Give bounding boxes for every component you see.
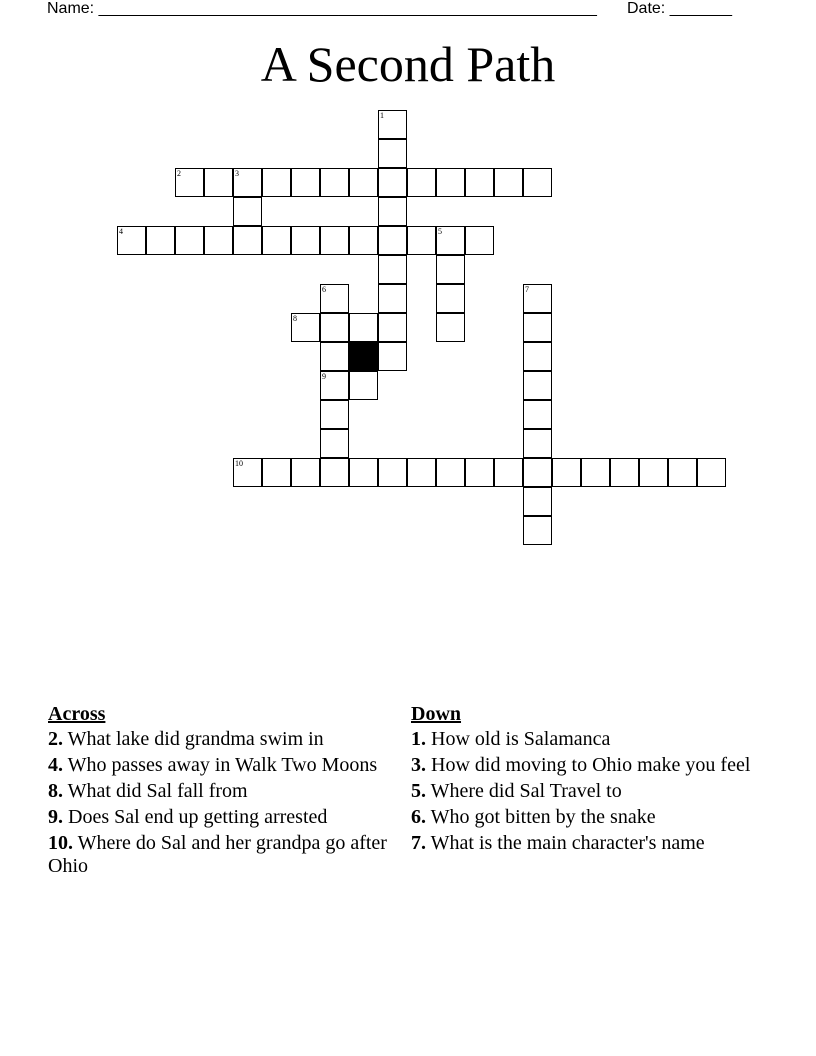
grid-cell[interactable] xyxy=(407,168,436,197)
grid-cell[interactable] xyxy=(581,458,610,487)
grid-cell[interactable] xyxy=(378,255,407,284)
down-clue xyxy=(411,728,751,751)
grid-cell[interactable] xyxy=(349,168,378,197)
grid-cell[interactable] xyxy=(320,400,349,429)
grid-cell[interactable] xyxy=(320,371,349,400)
grid-cell[interactable] xyxy=(262,226,291,255)
grid-cell[interactable] xyxy=(378,313,407,342)
grid-cell[interactable] xyxy=(639,458,668,487)
across-clues xyxy=(48,703,388,881)
grid-cell[interactable] xyxy=(378,342,407,371)
grid-cell[interactable] xyxy=(436,226,465,255)
grid-cell[interactable] xyxy=(523,168,552,197)
across-clue xyxy=(48,754,388,777)
grid-cell[interactable] xyxy=(378,226,407,255)
grid-cell[interactable] xyxy=(465,168,494,197)
across-clue xyxy=(48,832,388,878)
clue-number: 9. xyxy=(48,806,63,828)
clue-number: 2. xyxy=(48,728,63,750)
clue-number: 7. xyxy=(411,832,426,854)
grid-cell[interactable] xyxy=(378,458,407,487)
clue-number: 1. xyxy=(411,728,426,750)
grid-cell[interactable] xyxy=(320,313,349,342)
grid-cell[interactable] xyxy=(291,226,320,255)
name-field-label: Name: ________________________________________________________ xyxy=(47,0,597,17)
grid-cell[interactable] xyxy=(117,226,146,255)
grid-cell[interactable] xyxy=(407,226,436,255)
grid-cell[interactable] xyxy=(436,313,465,342)
down-heading: Down xyxy=(411,703,462,725)
grid-cell[interactable] xyxy=(523,284,552,313)
grid-cell[interactable] xyxy=(262,458,291,487)
grid-cell[interactable] xyxy=(204,226,233,255)
grid-cell[interactable] xyxy=(436,284,465,313)
grid-cell[interactable] xyxy=(262,168,291,197)
clue-number: 5. xyxy=(411,780,426,802)
grid-cell[interactable] xyxy=(523,429,552,458)
grid-cell[interactable] xyxy=(523,487,552,516)
down-clues xyxy=(411,703,751,858)
clue-number: 10. xyxy=(48,832,73,854)
grid-black-cell xyxy=(349,342,378,371)
grid-cell[interactable] xyxy=(204,168,233,197)
grid-cell[interactable] xyxy=(320,342,349,371)
cell-number: 2 xyxy=(177,169,181,178)
grid-cell[interactable] xyxy=(523,342,552,371)
clue-text: Who passes away in Walk Two Moons xyxy=(67,754,378,776)
grid-cell[interactable] xyxy=(378,110,407,139)
cell-number: 9 xyxy=(322,372,326,381)
grid-cell[interactable] xyxy=(349,226,378,255)
clue-number: 4. xyxy=(48,754,63,776)
clue-text: How did moving to Ohio make you feel xyxy=(431,754,751,776)
cell-number: 3 xyxy=(235,169,239,178)
cell-number: 4 xyxy=(119,227,123,236)
grid-cell[interactable] xyxy=(523,400,552,429)
grid-cell[interactable] xyxy=(175,168,204,197)
grid-cell[interactable] xyxy=(320,226,349,255)
grid-cell[interactable] xyxy=(494,168,523,197)
grid-cell[interactable] xyxy=(320,284,349,313)
grid-cell[interactable] xyxy=(436,255,465,284)
down-clue xyxy=(411,754,751,777)
grid-cell[interactable] xyxy=(233,197,262,226)
clue-number: 8. xyxy=(48,780,63,802)
grid-cell[interactable] xyxy=(465,226,494,255)
clue-number: 6. xyxy=(411,806,426,828)
grid-cell[interactable] xyxy=(552,458,581,487)
across-clue xyxy=(48,806,388,829)
grid-cell[interactable] xyxy=(233,458,262,487)
grid-cell[interactable] xyxy=(349,371,378,400)
grid-cell[interactable] xyxy=(523,516,552,545)
puzzle-title: A Second Path xyxy=(260,36,556,92)
grid-cell[interactable] xyxy=(175,226,204,255)
across-heading: Across xyxy=(48,703,106,725)
grid-cell[interactable] xyxy=(407,458,436,487)
grid-cell[interactable] xyxy=(291,313,320,342)
grid-cell[interactable] xyxy=(523,313,552,342)
grid-cell[interactable] xyxy=(233,226,262,255)
grid-cell[interactable] xyxy=(378,139,407,168)
clue-text: What lake did grandma swim in xyxy=(67,728,324,750)
across-clue xyxy=(48,780,388,803)
down-clue xyxy=(411,780,751,803)
clue-number: 3. xyxy=(411,754,426,776)
grid-cell[interactable] xyxy=(378,168,407,197)
across-clue xyxy=(48,728,388,751)
down-clue xyxy=(411,806,751,829)
grid-cell[interactable] xyxy=(378,197,407,226)
down-clue xyxy=(411,832,751,855)
grid-cell[interactable] xyxy=(291,458,320,487)
grid-cell[interactable] xyxy=(465,458,494,487)
clue-text: Who got bitten by the snake xyxy=(430,806,656,828)
cell-number: 7 xyxy=(525,285,529,294)
grid-cell[interactable] xyxy=(523,371,552,400)
grid-cell[interactable] xyxy=(349,313,378,342)
clue-text: How old is Salamanca xyxy=(431,728,611,750)
grid-cell[interactable] xyxy=(378,284,407,313)
grid-cell[interactable] xyxy=(610,458,639,487)
clue-text: What did Sal fall from xyxy=(67,780,248,802)
grid-cell[interactable] xyxy=(320,429,349,458)
cell-number: 5 xyxy=(438,227,442,236)
grid-cell[interactable] xyxy=(320,458,349,487)
grid-cell[interactable] xyxy=(697,458,726,487)
cell-number: 8 xyxy=(293,314,297,323)
clue-text: Does Sal end up getting arrested xyxy=(68,806,328,828)
grid-cell[interactable] xyxy=(436,458,465,487)
clue-text: What is the main character's name xyxy=(430,832,705,854)
grid-cell[interactable] xyxy=(349,458,378,487)
clue-text: Where did Sal Travel to xyxy=(430,780,622,802)
clue-text: Where do Sal and her grandpa go after Ohio xyxy=(48,832,387,877)
date-field-label: Date: _______ xyxy=(627,0,732,17)
cell-number: 6 xyxy=(322,285,326,294)
grid-cell[interactable] xyxy=(291,168,320,197)
grid-cell[interactable] xyxy=(523,458,552,487)
grid-cell[interactable] xyxy=(320,168,349,197)
grid-cell[interactable] xyxy=(436,168,465,197)
cell-number: 10 xyxy=(235,459,243,468)
grid-cell[interactable] xyxy=(668,458,697,487)
cell-number: 1 xyxy=(380,111,384,120)
grid-cell[interactable] xyxy=(494,458,523,487)
grid-cell[interactable] xyxy=(146,226,175,255)
grid-cell[interactable] xyxy=(233,168,262,197)
